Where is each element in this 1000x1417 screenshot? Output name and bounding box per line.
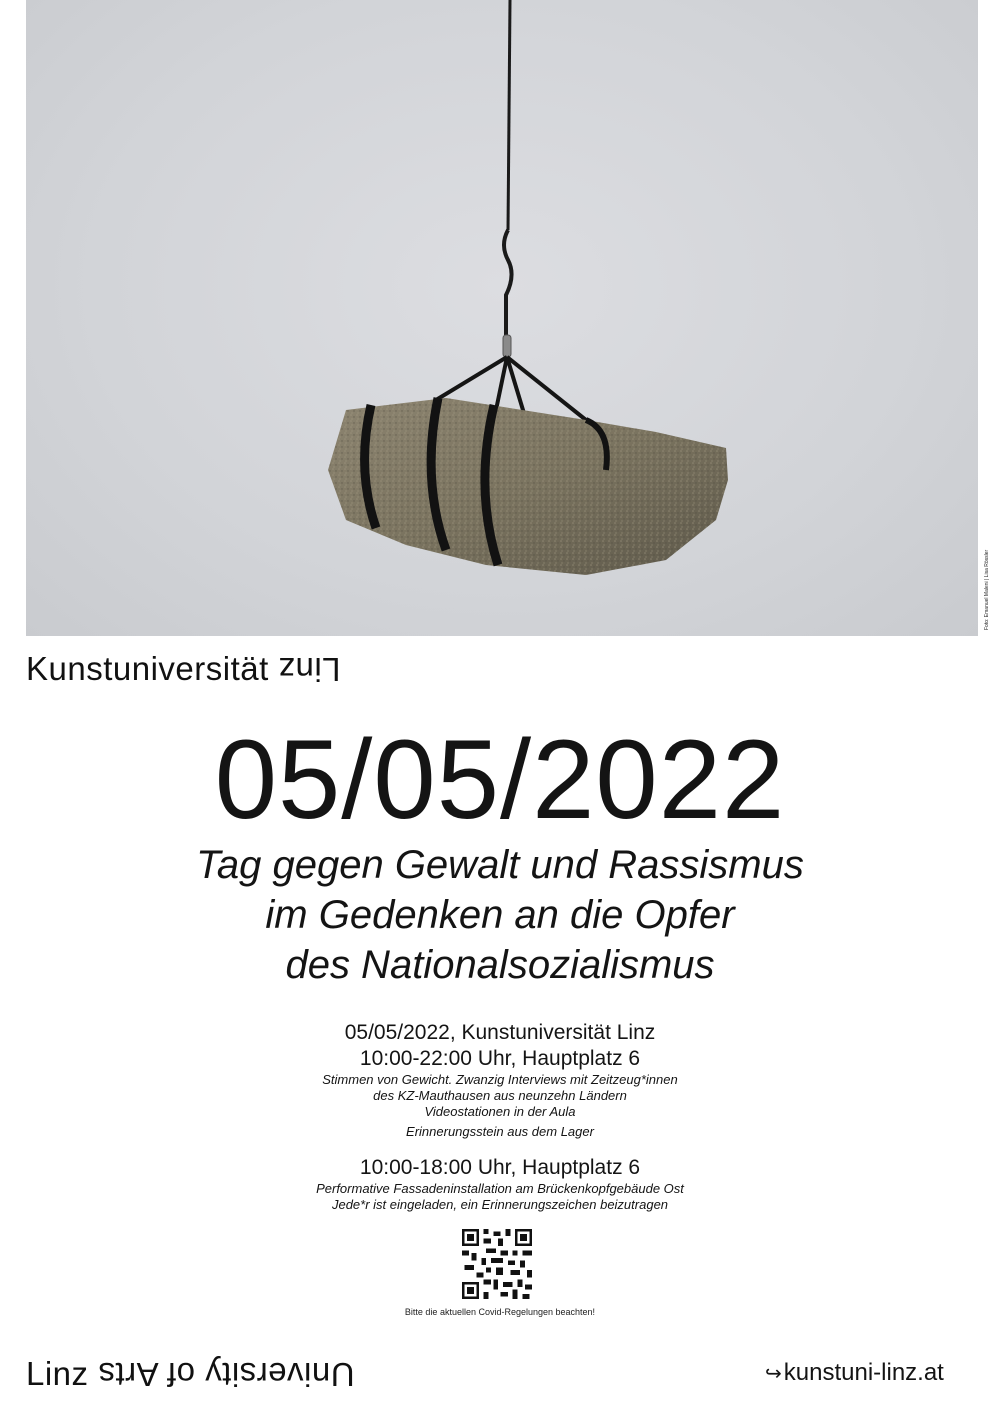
carabiner	[503, 335, 511, 357]
headline-line-3: des Nationalsozialismus	[285, 943, 715, 987]
info2-detail-1: Performative Fassadeninstallation am Brückenkopfgebäude Ost	[316, 1181, 684, 1196]
info1-time-address: 10:00-22:00 Uhr, Hauptplatz 6	[359, 1047, 641, 1070]
logo-bottom-part2-flipped: University of Arts	[98, 1356, 355, 1393]
qr-code-icon[interactable]	[462, 1229, 532, 1299]
info1-detail-1: Stimmen von Gewicht. Zwanzig Interviews mit Zeitzeug*innen	[322, 1072, 678, 1087]
event-date-large: 05/05/2022	[214, 717, 786, 842]
logo-top-part1: Kunstuniversität	[26, 650, 279, 687]
info1-detail-4: Erinnerungsstein aus dem Lager	[406, 1124, 594, 1139]
logo-linz-university-of-arts	[26, 1355, 355, 1393]
info2-detail-2: Jede*r ist eingeladen, ein Erinnerungszeichen beizutragen	[331, 1197, 669, 1212]
info1-detail-2: des KZ-Mauthausen aus neunzehn Ländern	[373, 1088, 627, 1103]
event-headline	[0, 840, 1000, 990]
info2-time-address: 10:00-18:00 Uhr, Hauptplatz 6	[359, 1156, 641, 1179]
logo-kunstuniversitaet-linz	[26, 650, 341, 688]
hanging-stone-illustration	[26, 0, 978, 636]
rope-knot	[504, 230, 512, 335]
info1-date-place: 05/05/2022, Kunstuniversität Linz	[344, 1021, 656, 1044]
website-link[interactable]	[765, 1359, 944, 1387]
headline-line-2: im Gedenken an die Opfer	[265, 893, 735, 937]
hero-photo	[26, 0, 990, 636]
arrow-right-icon: ↪	[765, 1363, 782, 1385]
event-info-block-1	[0, 1020, 1000, 1140]
logo-top-part2-flipped: Linz	[278, 651, 342, 688]
logo-bottom-part1: Linz	[26, 1355, 99, 1392]
covid-note: Bitte die aktuellen Covid-Regelungen beachten!	[404, 1307, 596, 1317]
event-info-block-2	[0, 1155, 1000, 1213]
info1-detail-3: Videostationen in der Aula	[424, 1104, 576, 1119]
photo-credit: Foto: Emanuel Maleni | Lisa Rössler	[984, 549, 990, 630]
rope	[508, 0, 510, 230]
website-url: kunstuni-linz.at	[783, 1359, 944, 1386]
headline-line-1: Tag gegen Gewalt und Rassismus	[196, 843, 804, 887]
